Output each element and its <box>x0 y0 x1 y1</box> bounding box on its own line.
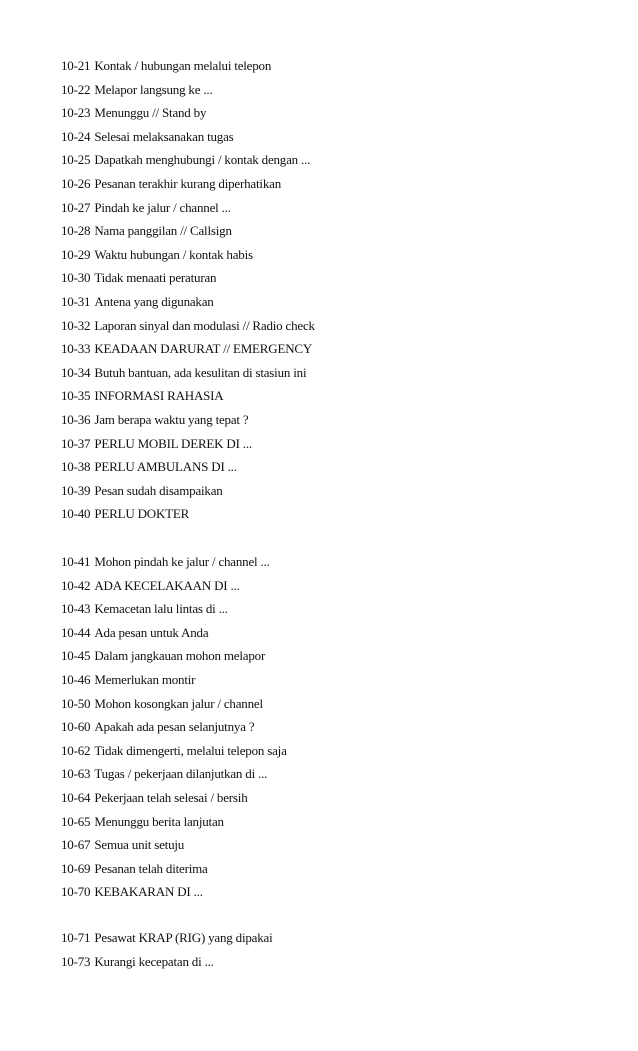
code-list-item <box>61 648 287 672</box>
code-meaning: Memerlukan montir <box>94 671 196 687</box>
code-list-item <box>61 743 287 767</box>
code-meaning: Dalam jangkauan mohon melapor <box>94 648 266 664</box>
code-number: 10-64 <box>61 789 91 805</box>
code-list-item <box>61 223 315 247</box>
code-meaning: Pekerjaan telah selesai / bersih <box>94 789 248 805</box>
code-list-item <box>61 696 287 720</box>
code-number: 10-45 <box>61 648 91 664</box>
code-number: 10-63 <box>61 766 91 782</box>
code-meaning: KEADAAN DARURAT // EMERGENCY <box>94 341 313 357</box>
code-list-item <box>61 270 315 294</box>
code-number: 10-23 <box>61 105 91 121</box>
code-number: 10-71 <box>61 930 91 945</box>
code-meaning: Apakah ada pesan selanjutnya ? <box>94 719 255 735</box>
code-meaning: INFORMASI RAHASIA <box>94 388 224 404</box>
code-number: 10-24 <box>61 128 91 144</box>
code-list-item <box>61 625 287 649</box>
code-number: 10-35 <box>61 388 91 404</box>
code-meaning: PERLU DOKTER <box>94 506 190 522</box>
code-list-group-1 <box>61 58 315 530</box>
code-meaning: Kemacetan lalu lintas di ... <box>94 601 228 617</box>
code-meaning: PERLU AMBULANS DI ... <box>94 459 237 475</box>
code-list-item <box>61 814 287 838</box>
code-meaning: Menunggu berita lanjutan <box>94 813 224 829</box>
code-meaning: Melapor langsung ke ... <box>94 81 213 97</box>
code-list-item <box>61 436 315 460</box>
code-number: 10-41 <box>61 554 91 569</box>
code-number: 10-31 <box>61 293 91 309</box>
code-number: 10-26 <box>61 175 91 191</box>
code-list-item <box>61 459 315 483</box>
code-meaning: Tugas / pekerjaan dilanjutkan di ... <box>94 766 268 782</box>
code-meaning: Waktu hubungan / kontak habis <box>94 246 253 262</box>
code-list-item <box>61 412 315 436</box>
code-meaning: Pesan sudah disampaikan <box>94 482 223 498</box>
code-meaning: Pesawat KRAP (RIG) yang dipakai <box>94 930 273 945</box>
code-number: 10-40 <box>61 506 91 522</box>
code-list-item <box>61 861 287 885</box>
code-list-item <box>61 884 287 908</box>
code-meaning: Laporan sinyal dan modulasi // Radio check <box>94 317 315 333</box>
code-meaning: Butuh bantuan, ada kesulitan di stasiun ini <box>94 364 307 380</box>
code-list-item <box>61 341 315 365</box>
code-number: 10-70 <box>61 884 91 900</box>
code-meaning: Semua unit setuju <box>94 837 185 853</box>
code-list-item <box>61 200 315 224</box>
code-list-item <box>61 152 315 176</box>
code-meaning: Tidak menaati peraturan <box>94 270 217 286</box>
code-meaning: Dapatkah menghubungi / kontak dengan ... <box>94 152 311 168</box>
code-meaning: Mohon kosongkan jalur / channel <box>94 695 263 711</box>
code-list-item <box>61 954 273 978</box>
code-number: 10-42 <box>61 577 91 593</box>
code-list-item <box>61 601 287 625</box>
code-number: 10-33 <box>61 341 91 357</box>
code-list-item <box>61 58 315 82</box>
code-meaning: Selesai melaksanakan tugas <box>94 128 234 144</box>
code-number: 10-28 <box>61 223 91 239</box>
code-list-item <box>61 930 273 954</box>
code-meaning: Nama panggilan // Callsign <box>94 223 232 239</box>
code-meaning: PERLU MOBIL DEREK DI ... <box>94 435 252 451</box>
code-number: 10-73 <box>61 953 91 969</box>
code-list-item <box>61 554 287 578</box>
code-number: 10-65 <box>61 813 91 829</box>
code-meaning: Pesanan telah diterima <box>94 860 208 876</box>
code-list-item <box>61 105 315 129</box>
code-list-item <box>61 719 287 743</box>
code-list-item <box>61 388 315 412</box>
code-number: 10-50 <box>61 695 91 711</box>
code-number: 10-60 <box>61 719 91 735</box>
code-number: 10-38 <box>61 459 91 475</box>
code-number: 10-39 <box>61 482 91 498</box>
code-number: 10-34 <box>61 364 91 380</box>
code-meaning: Ada pesan untuk Anda <box>94 624 209 640</box>
code-meaning: Jam berapa waktu yang tepat ? <box>94 411 249 427</box>
code-list-item <box>61 318 315 342</box>
code-number: 10-67 <box>61 837 91 853</box>
code-list-item <box>61 247 315 271</box>
code-number: 10-43 <box>61 601 91 617</box>
code-number: 10-29 <box>61 246 91 262</box>
code-list-group-2 <box>61 554 287 908</box>
code-number: 10-21 <box>61 58 91 73</box>
code-number: 10-69 <box>61 860 91 876</box>
code-list-item <box>61 82 315 106</box>
code-list-item <box>61 837 287 861</box>
code-number: 10-36 <box>61 411 91 427</box>
code-number: 10-37 <box>61 435 91 451</box>
code-list-item <box>61 672 287 696</box>
code-list-item <box>61 790 287 814</box>
code-meaning: Tidak dimengerti, melalui telepon saja <box>94 742 287 758</box>
code-meaning: KEBAKARAN DI ... <box>94 884 203 900</box>
code-number: 10-22 <box>61 81 91 97</box>
code-number: 10-27 <box>61 199 91 215</box>
code-meaning: Kurangi kecepatan di ... <box>94 953 214 969</box>
code-list-item <box>61 578 287 602</box>
code-number: 10-32 <box>61 317 91 333</box>
code-number: 10-25 <box>61 152 91 168</box>
code-meaning: ADA KECELAKAAN DI ... <box>94 577 240 593</box>
code-meaning: Menunggu // Stand by <box>94 105 207 121</box>
code-number: 10-30 <box>61 270 91 286</box>
code-list-item <box>61 365 315 389</box>
code-list-item <box>61 766 287 790</box>
code-list-item <box>61 129 315 153</box>
code-list-item <box>61 506 315 530</box>
code-meaning: Antena yang digunakan <box>94 293 214 309</box>
code-number: 10-62 <box>61 742 91 758</box>
code-meaning: Pesanan terakhir kurang diperhatikan <box>94 175 281 191</box>
code-list-item <box>61 483 315 507</box>
code-meaning: Kontak / hubungan melalui telepon <box>94 58 272 73</box>
code-number: 10-46 <box>61 671 91 687</box>
code-list-group-3 <box>61 930 273 977</box>
code-number: 10-44 <box>61 624 91 640</box>
code-meaning: Mohon pindah ke jalur / channel ... <box>94 554 270 569</box>
code-list-item <box>61 176 315 200</box>
code-meaning: Pindah ke jalur / channel ... <box>94 199 231 215</box>
code-list-item <box>61 294 315 318</box>
